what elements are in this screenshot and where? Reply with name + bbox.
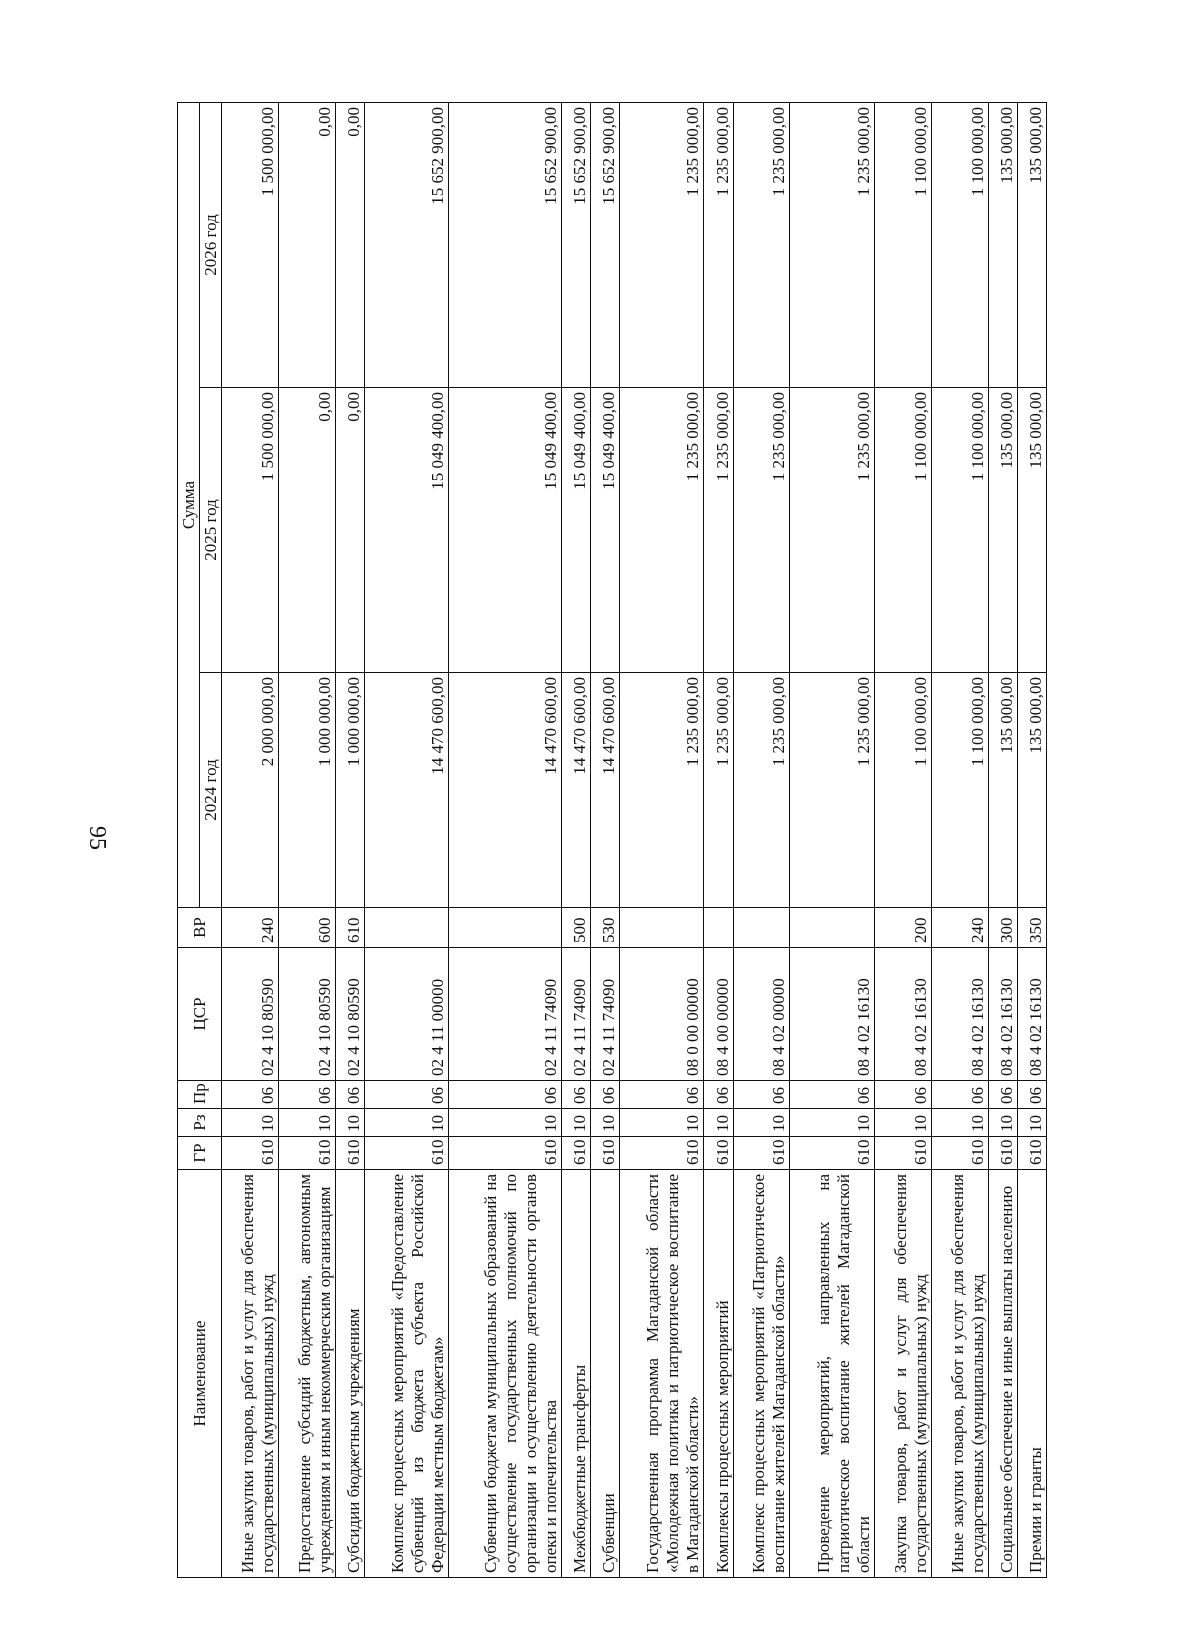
row-2024: 1 000 000,00 xyxy=(278,673,335,908)
row-vr xyxy=(704,908,733,948)
row-2024: 14 470 600,00 xyxy=(561,673,590,908)
row-pr: 06 xyxy=(1017,1081,1046,1109)
row-gr: 610 xyxy=(733,1137,790,1170)
row-2025: 1 100 000,00 xyxy=(875,388,932,673)
row-vr xyxy=(790,908,875,948)
row-name: Субвенции бюджетам муниципальных образований на осуществление государственных полномочий по организации и осуществлению деятельности органов опеки и попечительства xyxy=(449,1170,561,1578)
row-rz: 10 xyxy=(704,1109,733,1137)
row-rz: 10 xyxy=(1017,1109,1046,1137)
row-2026: 1 235 000,00 xyxy=(733,103,790,388)
row-vr xyxy=(449,908,561,948)
row-name: Комплексы процессных мероприятий xyxy=(704,1170,733,1578)
row-name: Государственная программа Магаданской области «Молодежная политика и патриотическое воспитание в Магаданской области» xyxy=(619,1170,704,1578)
table-row xyxy=(619,103,704,1578)
row-csr: 02 4 10 80590 xyxy=(222,948,279,1081)
row-rz: 10 xyxy=(222,1109,279,1137)
row-pr: 06 xyxy=(988,1081,1017,1109)
row-2025: 0,00 xyxy=(278,388,335,673)
header-sum: Сумма xyxy=(178,103,200,908)
row-2025: 1 235 000,00 xyxy=(619,388,704,673)
table-row xyxy=(1017,103,1046,1578)
row-pr: 06 xyxy=(931,1081,988,1109)
row-2025: 135 000,00 xyxy=(988,388,1017,673)
row-vr: 350 xyxy=(1017,908,1046,948)
row-pr: 06 xyxy=(449,1081,561,1109)
row-name: Закупка товаров, работ и услуг для обеспечения государственных (муниципальных) нужд xyxy=(875,1170,932,1578)
row-name: Иные закупки товаров, работ и услуг для обеспечения государственных (муниципальных) нужд xyxy=(931,1170,988,1578)
row-2026: 0,00 xyxy=(278,103,335,388)
table-row xyxy=(733,103,790,1578)
row-pr: 06 xyxy=(704,1081,733,1109)
row-2024: 14 470 600,00 xyxy=(364,673,449,908)
row-2024: 14 470 600,00 xyxy=(590,673,619,908)
row-rz: 10 xyxy=(364,1109,449,1137)
row-name: Предоставление субсидий бюджетным, автономным учреждениям и иным некоммерческим организациям xyxy=(278,1170,335,1578)
row-gr: 610 xyxy=(1017,1137,1046,1170)
row-pr: 06 xyxy=(733,1081,790,1109)
row-name: Комплекс процессных мероприятий «Патриотическое воспитание жителей Магаданской области» xyxy=(733,1170,790,1578)
row-vr: 610 xyxy=(335,908,364,948)
table-row xyxy=(222,103,279,1578)
row-gr: 610 xyxy=(704,1137,733,1170)
budget-table xyxy=(177,102,1047,1578)
row-csr: 08 4 02 16130 xyxy=(875,948,932,1081)
row-name: Комплекс процессных мероприятий «Предоставление субвенций из бюджета субъекта Российской Федерации местным бюджетам» xyxy=(364,1170,449,1578)
header-gr: ГР xyxy=(178,1137,222,1170)
row-rz: 10 xyxy=(733,1109,790,1137)
row-2025: 1 235 000,00 xyxy=(704,388,733,673)
row-2024: 1 235 000,00 xyxy=(704,673,733,908)
row-csr: 08 4 02 16130 xyxy=(931,948,988,1081)
row-gr: 610 xyxy=(931,1137,988,1170)
row-rz: 10 xyxy=(790,1109,875,1137)
row-pr: 06 xyxy=(335,1081,364,1109)
row-2026: 15 652 900,00 xyxy=(561,103,590,388)
row-name: Проведение мероприятий, направленных на патриотическое воспитание жителей Магаданской области xyxy=(790,1170,875,1578)
row-name: Межбюджетные трансферты xyxy=(561,1170,590,1578)
header-csr: ЦСР xyxy=(178,948,222,1081)
row-rz: 10 xyxy=(278,1109,335,1137)
row-name: Субсидии бюджетным учреждениям xyxy=(335,1170,364,1578)
row-rz: 10 xyxy=(590,1109,619,1137)
row-rz: 10 xyxy=(619,1109,704,1137)
row-2026: 1 235 000,00 xyxy=(619,103,704,388)
row-rz: 10 xyxy=(561,1109,590,1137)
header-2024: 2024 год xyxy=(200,673,222,908)
row-pr: 06 xyxy=(790,1081,875,1109)
row-vr xyxy=(619,908,704,948)
row-gr: 610 xyxy=(278,1137,335,1170)
table-row xyxy=(704,103,733,1578)
row-2025: 15 049 400,00 xyxy=(590,388,619,673)
row-rz: 10 xyxy=(449,1109,561,1137)
table-row xyxy=(561,103,590,1578)
row-pr: 06 xyxy=(278,1081,335,1109)
table-row xyxy=(790,103,875,1578)
row-2026: 15 652 900,00 xyxy=(449,103,561,388)
row-gr: 610 xyxy=(590,1137,619,1170)
page-number: 95 xyxy=(84,826,110,850)
header-2025: 2025 год xyxy=(200,388,222,673)
row-vr xyxy=(733,908,790,948)
row-2026: 1 100 000,00 xyxy=(931,103,988,388)
header-pr: Пр xyxy=(178,1081,222,1109)
row-gr: 610 xyxy=(988,1137,1017,1170)
row-2025: 1 500 000,00 xyxy=(222,388,279,673)
row-vr: 500 xyxy=(561,908,590,948)
table-row xyxy=(449,103,561,1578)
row-gr: 610 xyxy=(561,1137,590,1170)
row-csr: 02 4 10 80590 xyxy=(335,948,364,1081)
row-2024: 1 100 000,00 xyxy=(875,673,932,908)
row-pr: 06 xyxy=(875,1081,932,1109)
row-2024: 135 000,00 xyxy=(988,673,1017,908)
row-2025: 15 049 400,00 xyxy=(449,388,561,673)
row-gr: 610 xyxy=(364,1137,449,1170)
row-vr: 240 xyxy=(222,908,279,948)
row-rz: 10 xyxy=(931,1109,988,1137)
row-rz: 10 xyxy=(988,1109,1017,1137)
row-2024: 1 100 000,00 xyxy=(931,673,988,908)
row-csr: 08 4 00 00000 xyxy=(704,948,733,1081)
row-pr: 06 xyxy=(561,1081,590,1109)
row-rz: 10 xyxy=(335,1109,364,1137)
table-row xyxy=(590,103,619,1578)
row-gr: 610 xyxy=(875,1137,932,1170)
header-name: Наименование xyxy=(178,1170,222,1578)
row-pr: 06 xyxy=(590,1081,619,1109)
row-2025: 15 049 400,00 xyxy=(561,388,590,673)
row-csr: 02 4 11 74090 xyxy=(449,948,561,1081)
row-2024: 1 235 000,00 xyxy=(619,673,704,908)
row-vr: 200 xyxy=(875,908,932,948)
row-2026: 135 000,00 xyxy=(1017,103,1046,388)
row-name: Премии и гранты xyxy=(1017,1170,1046,1578)
table-row xyxy=(335,103,364,1578)
row-csr: 08 4 02 16130 xyxy=(1017,948,1046,1081)
row-2025: 1 100 000,00 xyxy=(931,388,988,673)
row-2025: 15 049 400,00 xyxy=(364,388,449,673)
row-2026: 1 500 000,00 xyxy=(222,103,279,388)
row-2024: 14 470 600,00 xyxy=(449,673,561,908)
row-vr: 300 xyxy=(988,908,1017,948)
row-gr: 610 xyxy=(222,1137,279,1170)
header-vr: ВР xyxy=(178,908,222,948)
row-2024: 1 000 000,00 xyxy=(335,673,364,908)
row-csr: 02 4 10 80590 xyxy=(278,948,335,1081)
row-csr: 08 4 02 16130 xyxy=(790,948,875,1081)
row-csr: 08 4 02 00000 xyxy=(733,948,790,1081)
row-2024: 1 235 000,00 xyxy=(733,673,790,908)
row-2026: 1 100 000,00 xyxy=(875,103,932,388)
row-csr: 08 4 02 16130 xyxy=(988,948,1017,1081)
row-2026: 15 652 900,00 xyxy=(590,103,619,388)
row-vr: 600 xyxy=(278,908,335,948)
header-rz: Рз xyxy=(178,1109,222,1137)
row-2024: 135 000,00 xyxy=(1017,673,1046,908)
row-rz: 10 xyxy=(875,1109,932,1137)
row-2026: 135 000,00 xyxy=(988,103,1017,388)
row-vr: 240 xyxy=(931,908,988,948)
row-csr: 02 4 11 74090 xyxy=(561,948,590,1081)
row-pr: 06 xyxy=(364,1081,449,1109)
budget-table-rotated xyxy=(177,103,1047,1578)
row-2025: 1 235 000,00 xyxy=(790,388,875,673)
row-pr: 06 xyxy=(619,1081,704,1109)
header-2026: 2026 год xyxy=(200,103,222,388)
row-name: Социальное обеспечение и иные выплаты населению xyxy=(988,1170,1017,1578)
row-2024: 1 235 000,00 xyxy=(790,673,875,908)
row-vr: 530 xyxy=(590,908,619,948)
row-name: Иные закупки товаров, работ и услуг для обеспечения государственных (муниципальных) нужд xyxy=(222,1170,279,1578)
row-pr: 06 xyxy=(222,1081,279,1109)
row-2025: 135 000,00 xyxy=(1017,388,1046,673)
row-2024: 2 000 000,00 xyxy=(222,673,279,908)
table-row xyxy=(364,103,449,1578)
table-row xyxy=(931,103,988,1578)
row-name: Субвенции xyxy=(590,1170,619,1578)
row-2026: 1 235 000,00 xyxy=(704,103,733,388)
table-row xyxy=(278,103,335,1578)
row-csr: 02 4 11 00000 xyxy=(364,948,449,1081)
row-2026: 1 235 000,00 xyxy=(790,103,875,388)
row-2026: 0,00 xyxy=(335,103,364,388)
row-csr: 08 0 00 00000 xyxy=(619,948,704,1081)
row-2026: 15 652 900,00 xyxy=(364,103,449,388)
row-gr: 610 xyxy=(619,1137,704,1170)
row-2025: 0,00 xyxy=(335,388,364,673)
row-vr xyxy=(364,908,449,948)
row-csr: 02 4 11 74090 xyxy=(590,948,619,1081)
row-2025: 1 235 000,00 xyxy=(733,388,790,673)
table-row xyxy=(875,103,932,1578)
row-gr: 610 xyxy=(449,1137,561,1170)
row-gr: 610 xyxy=(335,1137,364,1170)
row-gr: 610 xyxy=(790,1137,875,1170)
table-row xyxy=(988,103,1017,1578)
